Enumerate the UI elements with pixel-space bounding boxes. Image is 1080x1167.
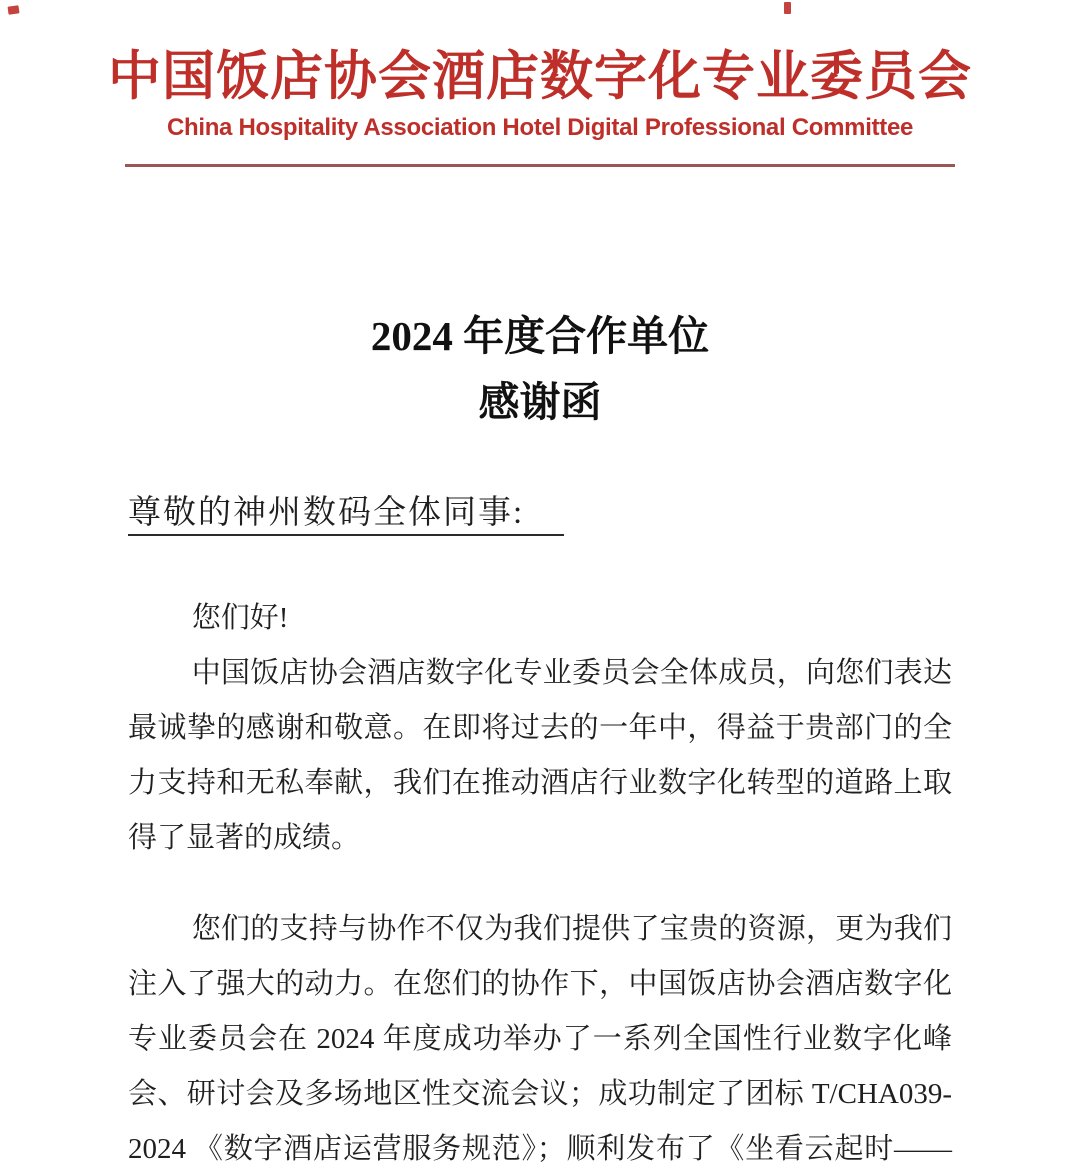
- body-line: 得了显著的成绩。: [128, 821, 361, 854]
- letter-body: [128, 591, 952, 1167]
- body-line: 您们好!: [191, 601, 289, 634]
- red-corner-fragment-right-icon: [784, 2, 791, 14]
- body-line: 2024 《数字酒店运营服务规范》；顺利发布了《坐看云起时——: [128, 1132, 952, 1165]
- body-line: 注入了强大的动力。在您们的协作下，中国饭店协会酒店数字化: [128, 967, 952, 1000]
- body-line: 最诚挚的感谢和敬意。在即将过去的一年中，得益于贵部门的全: [128, 711, 952, 744]
- letterhead: [0, 0, 1080, 167]
- letterhead-title-cn: 中国饭店协会酒店数字化专业委员会: [108, 48, 972, 106]
- document-title-line1: 2024 年度合作单位: [370, 313, 710, 360]
- red-corner-fragment-left-icon: [7, 5, 19, 14]
- letter-main: [0, 303, 1080, 1167]
- body-line: 专业委员会在 2024 年度成功举办了一系列全国性行业数字化峰: [128, 1022, 952, 1055]
- body-line: 会、研讨会及多场地区性交流会议；成功制定了团标 T/CHA039-: [128, 1077, 952, 1110]
- document-title-line2: 感谢函: [478, 379, 602, 426]
- body-line: 中国饭店协会酒店数字化专业委员会全体成员，向您们表达: [191, 656, 952, 689]
- letterhead-rule: [125, 164, 955, 167]
- body-line: 您们的支持与协作不仅为我们提供了宝贵的资源，更为我们: [191, 912, 952, 945]
- body-line: 力支持和无私奉献，我们在推动酒店行业数字化转型的道路上取: [128, 766, 952, 799]
- document-title: [0, 303, 1080, 435]
- letterhead-title-en: China Hospitality Association Hotel Digital Professional Committee: [166, 114, 914, 142]
- salutation-text: 尊敬的神州数码全体同事:: [128, 495, 564, 536]
- salutation: [128, 493, 952, 534]
